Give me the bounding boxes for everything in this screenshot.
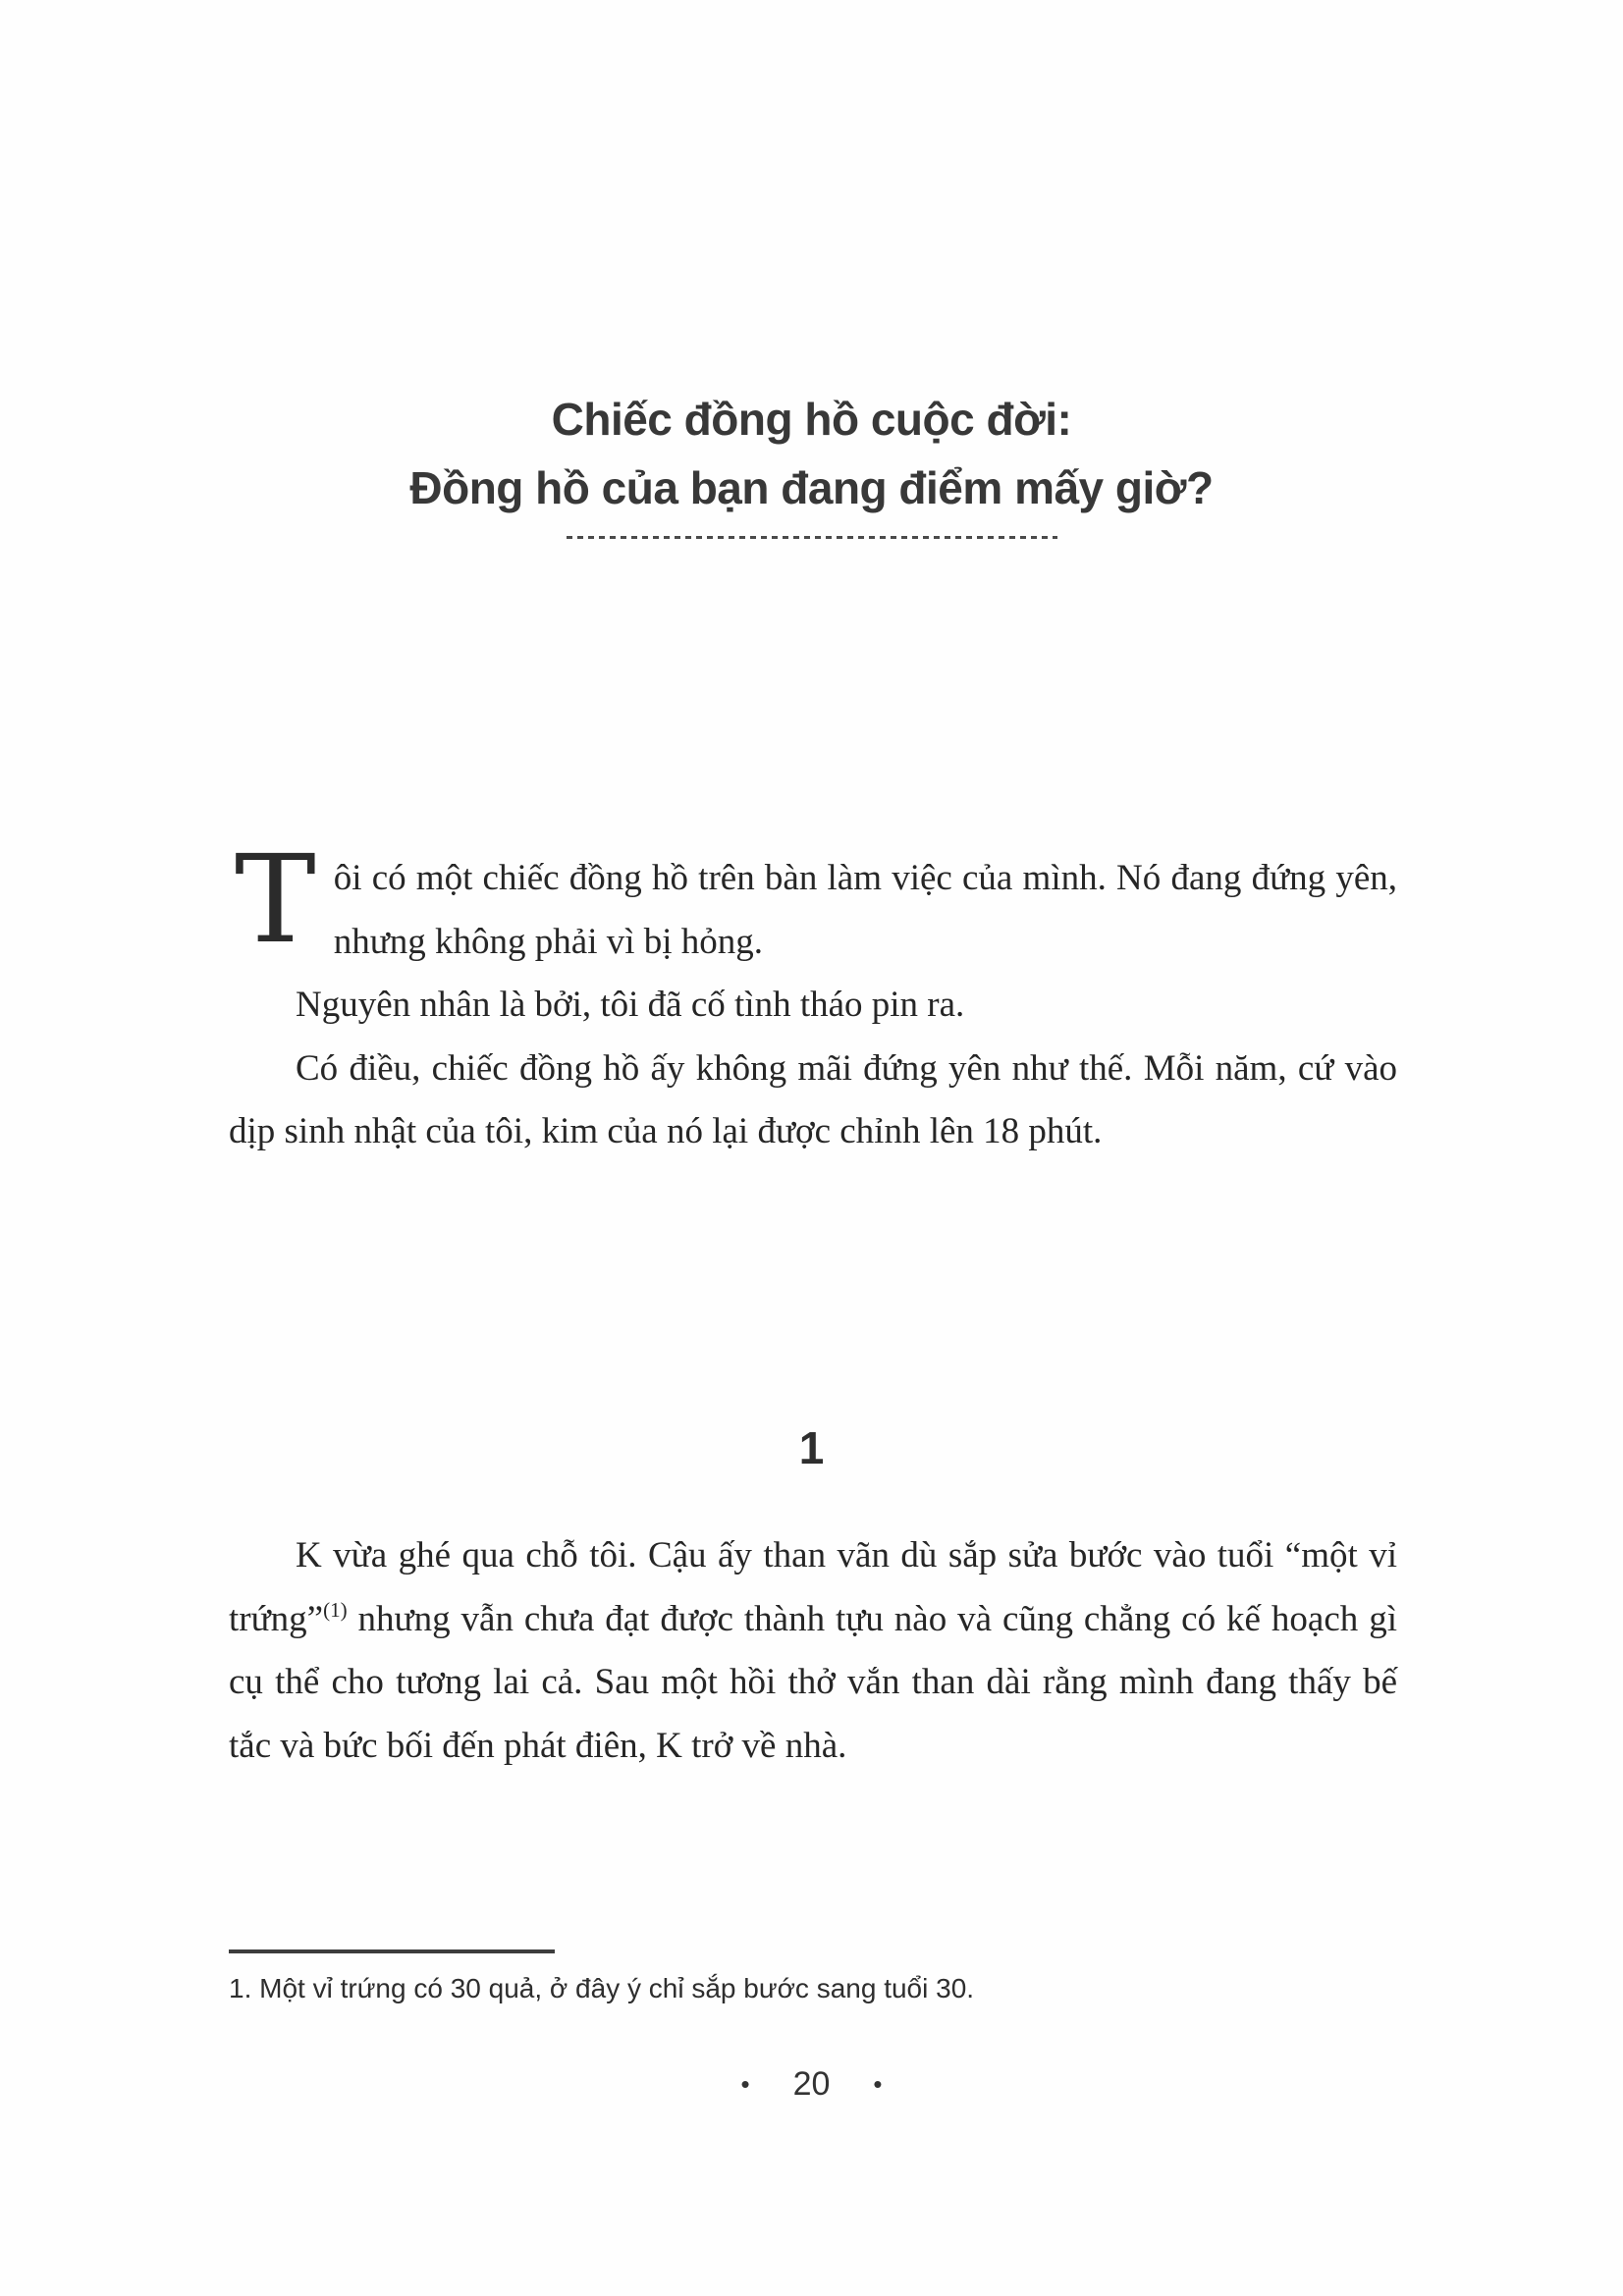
- footnote-marker: (1): [323, 1597, 348, 1622]
- chapter-title-line-2: Đồng hồ của bạn đang điểm mấy giờ?: [409, 462, 1214, 513]
- chapter-title: [0, 385, 1623, 522]
- footnote-rule: [229, 1949, 555, 1953]
- page-number: [0, 2065, 1623, 2104]
- dropcap-letter: T: [235, 829, 316, 971]
- page-number-left-bullet: •: [740, 2069, 750, 2099]
- chapter-header: [0, 385, 1623, 539]
- paragraph-4: [229, 1524, 1397, 1778]
- body-text-block-2: [229, 1524, 1397, 1778]
- body-text-block-1: [229, 829, 1397, 1164]
- section-number: 1: [798, 1422, 825, 1473]
- chapter-title-line-1: Chiếc đồng hồ cuộc đời:: [551, 394, 1072, 445]
- paragraph-1: [229, 829, 1397, 974]
- paragraph-1-text: ôi có một chiếc đồng hồ trên bàn làm việc của mình. Nó đang đứng yên, nhưng không phải vì bị hỏng.: [333, 858, 1397, 962]
- page-number-value: 20: [792, 2065, 831, 2103]
- page-number-right-bullet: •: [873, 2069, 883, 2099]
- dotted-divider: [567, 536, 1057, 539]
- paragraph-4-text-after-marker: nhưng vẫn chưa đạt được thành tựu nào và cũng chẳng có kế hoạch gì cụ thể cho tương lai cả. Sau một hồi thở vắn than dài rằng mình đang thấy bế tắc và bức bối đến phát điên, K trở về nhà.: [229, 1598, 1397, 1766]
- paragraph-2: Nguyên nhân là bởi, tôi đã cố tình tháo pin ra.: [296, 985, 965, 1025]
- paragraph-3: Có điều, chiếc đồng hồ ấy không mãi đứng yên như thế. Mỗi năm, cứ vào dịp sinh nhật của tôi, kim của nó lại được chỉnh lên 18 phút.: [229, 1047, 1397, 1151]
- footnote-text: 1. Một vỉ trứng có 30 quả, ở đây ý chỉ sắp bước sang tuổi 30.: [229, 1973, 975, 2003]
- paragraph-4-text-before-marker: K vừa ghé qua chỗ tôi. Cậu ấy than vãn dù sắp sửa bước vào tuổi “một vỉ trứng”: [229, 1535, 1397, 1639]
